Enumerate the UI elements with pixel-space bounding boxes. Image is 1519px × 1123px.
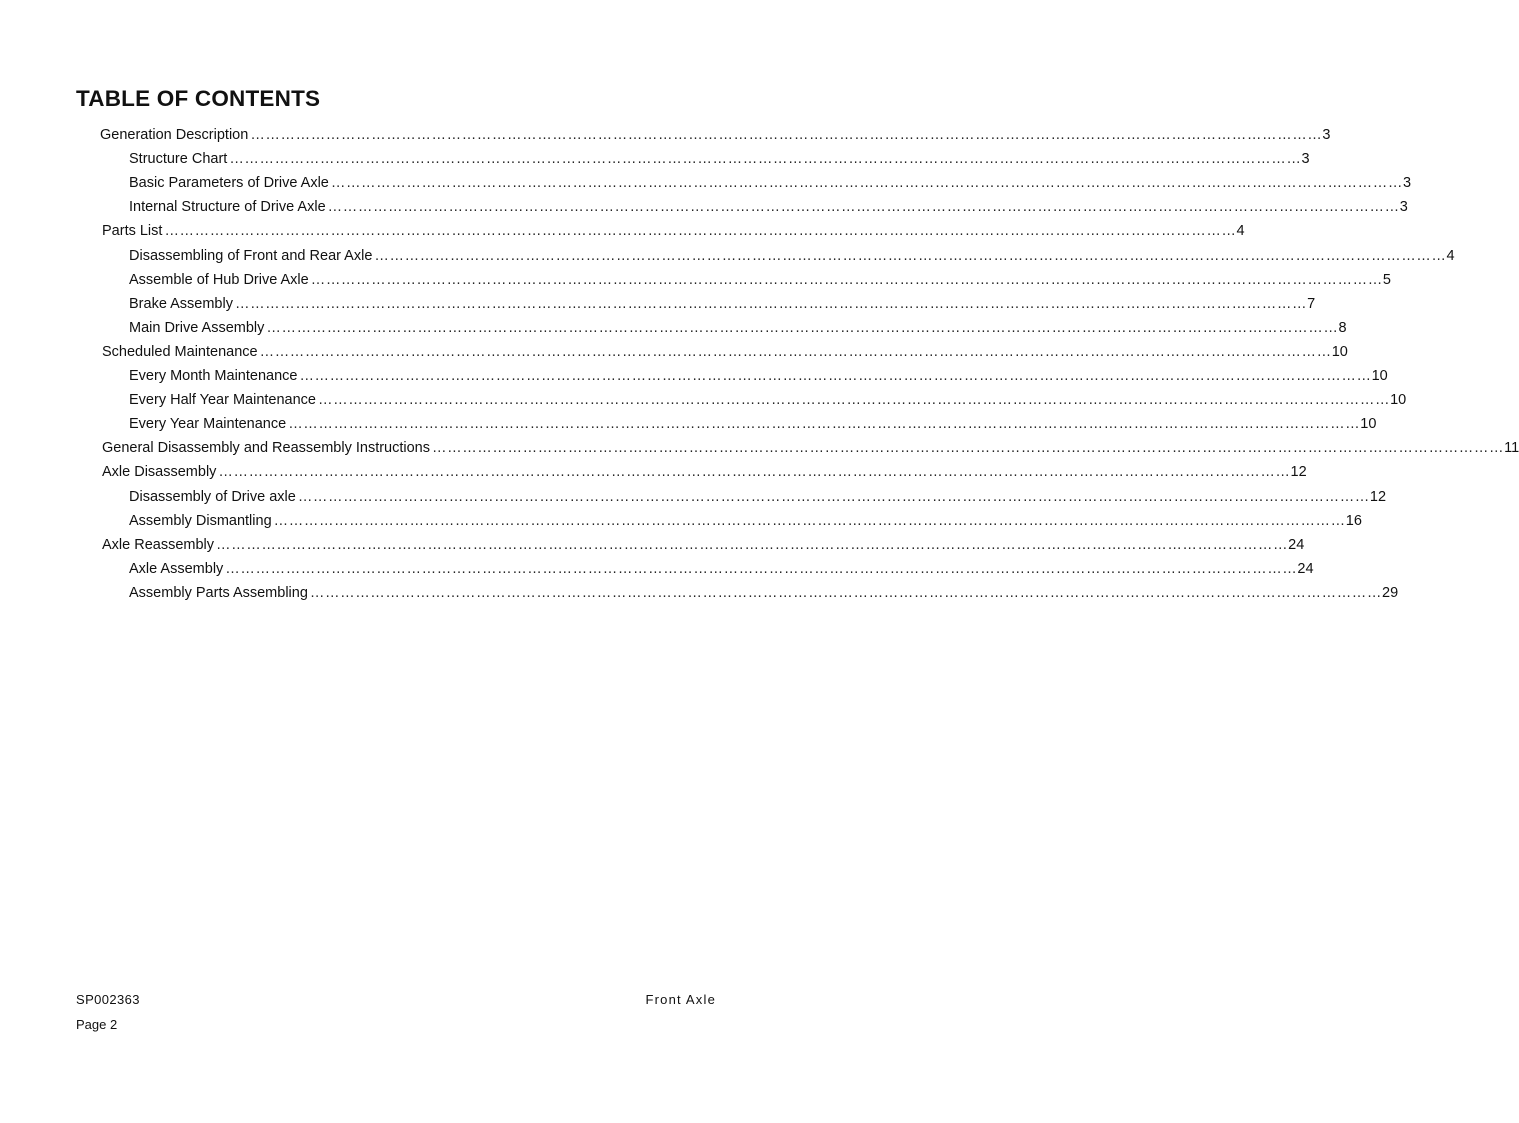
toc-entry[interactable]: [129, 582, 1399, 604]
document-code: SP002363: [76, 992, 140, 1007]
toc-entry-page-number: 8: [1338, 319, 1347, 336]
toc-entry[interactable]: [129, 148, 1310, 170]
toc-entry-page-number: 7: [1307, 295, 1316, 312]
toc-entry[interactable]: [102, 341, 1348, 363]
toc-dot-leader: ……………………………………………………………………………………………………………………………………………………………………………………………: [259, 343, 1332, 360]
toc-entry-page-number: 11: [1504, 440, 1519, 457]
toc-entry[interactable]: [129, 413, 1377, 435]
toc-entry-label: Structure Chart: [129, 151, 228, 168]
toc-dot-leader: ……………………………………………………………………………………………………………………………………………………………………………………………: [288, 416, 1361, 433]
toc-entry-page-number: 5: [1382, 271, 1391, 288]
toc-entry[interactable]: [129, 486, 1387, 508]
toc-entry-label: Assembly Parts Assembling: [129, 584, 308, 601]
toc-entry[interactable]: [100, 124, 1331, 146]
toc-dot-leader: ……………………………………………………………………………………………………………………………………………………………………………………………: [327, 199, 1400, 216]
toc-entry-page-number: 10: [1390, 392, 1407, 409]
toc-entry-label: Every Half Year Maintenance: [129, 392, 316, 409]
toc-entry-page-number: 16: [1345, 512, 1362, 529]
toc-dot-leader: ……………………………………………………………………………………………………………………………………………………………………………………………: [266, 319, 1339, 336]
toc-entry-label: General Disassembly and Reassembly Instructions: [102, 440, 430, 457]
toc-dot-leader: ……………………………………………………………………………………………………………………………………………………………………………………………: [229, 151, 1302, 168]
toc-entry-page-number: 3: [1402, 175, 1412, 192]
toc-dot-leader: ……………………………………………………………………………………………………………………………………………………………………………………………: [234, 295, 1308, 312]
toc-entry[interactable]: [102, 461, 1307, 483]
toc-entry[interactable]: [129, 389, 1407, 411]
toc-entry[interactable]: [129, 196, 1408, 218]
toc-dot-leader: ……………………………………………………………………………………………………………………………………………………………………………………………: [297, 488, 1370, 505]
toc-dot-leader: ……………………………………………………………………………………………………………………………………………………………………………………………: [250, 127, 1323, 143]
document-title: Front Axle: [645, 992, 716, 1007]
toc-entry-label: Every Month Maintenance: [129, 368, 298, 384]
toc-dot-leader: ……………………………………………………………………………………………………………………………………………………………………………………………: [216, 536, 1289, 553]
toc-entry-label: Axle Disassembly: [102, 464, 217, 481]
toc-entry[interactable]: [129, 558, 1314, 580]
toc-entry[interactable]: [102, 220, 1245, 242]
toc-entry-page-number: 3: [1301, 151, 1310, 168]
toc-entry-label: Assembly Dismantling: [129, 512, 272, 529]
toc-entry[interactable]: [129, 365, 1388, 387]
toc-entry-label: Basic Parameters of Drive Axle: [129, 175, 329, 192]
toc-entry[interactable]: [129, 245, 1455, 267]
toc-entry-page-number: 3: [1322, 127, 1331, 143]
toc-entry-page-number: 10: [1331, 343, 1348, 360]
toc-dot-leader: ……………………………………………………………………………………………………………………………………………………………………………………………: [330, 175, 1403, 192]
toc-entry-label: Main Drive Assembly: [129, 319, 265, 336]
toc-entry-page-number: 10: [1371, 368, 1388, 384]
toc-dot-leader: ……………………………………………………………………………………………………………………………………………………………………………………………: [374, 247, 1447, 264]
toc-entry-page-number: 12: [1290, 464, 1307, 481]
toc-entry-label: Disassembling of Front and Rear Axle: [129, 247, 373, 264]
toc-entry-page-number: 29: [1382, 584, 1399, 601]
toc-dot-leader: ……………………………………………………………………………………………………………………………………………………………………………………………: [432, 440, 1505, 457]
toc-dot-leader: ……………………………………………………………………………………………………………………………………………………………………………………………: [225, 560, 1298, 577]
toc-entry[interactable]: [102, 437, 1519, 459]
toc-entry-label: Internal Structure of Drive Axle: [129, 199, 326, 216]
toc-entry[interactable]: [129, 293, 1316, 315]
toc-dot-leader: ……………………………………………………………………………………………………………………………………………………………………………………………: [273, 512, 1346, 529]
toc-entry-label: Axle Assembly: [129, 560, 224, 577]
toc-entry[interactable]: [129, 317, 1347, 339]
toc-entry-page-number: 4: [1236, 223, 1245, 240]
toc-dot-leader: ……………………………………………………………………………………………………………………………………………………………………………………………: [310, 271, 1383, 288]
toc-entry-label: Every Year Maintenance: [129, 416, 287, 433]
toc-entry[interactable]: [129, 172, 1412, 194]
toc-entry-page-number: 10: [1360, 416, 1377, 433]
toc-entry[interactable]: [129, 269, 1391, 291]
toc-entry-label: Scheduled Maintenance: [102, 343, 258, 360]
toc-dot-leader: ……………………………………………………………………………………………………………………………………………………………………………………………: [309, 584, 1383, 601]
toc-dot-leader: ……………………………………………………………………………………………………………………………………………………………………………………………: [164, 223, 1237, 240]
page-number: Page 2: [76, 1017, 118, 1032]
toc-dot-leader: ……………………………………………………………………………………………………………………………………………………………………………………………: [299, 368, 1372, 384]
toc-entry-page-number: 24: [1297, 560, 1314, 577]
toc-entry-label: Axle Reassembly: [102, 536, 215, 553]
toc-entry-label: Brake Assembly: [129, 295, 233, 312]
toc-dot-leader: ……………………………………………………………………………………………………………………………………………………………………………………………: [318, 392, 1391, 409]
toc-entry[interactable]: [102, 534, 1305, 556]
toc-dot-leader: ……………………………………………………………………………………………………………………………………………………………………………………………: [218, 464, 1291, 481]
toc-entry-label: Assemble of Hub Drive Axle: [129, 271, 309, 288]
toc-entry-label: Generation Description: [100, 127, 249, 143]
toc-entry-label: Parts List: [102, 223, 163, 240]
toc-entry-page-number: 12: [1369, 488, 1387, 505]
toc-entry-page-number: 3: [1399, 199, 1408, 216]
toc-entry-label: Disassembly of Drive axle: [129, 488, 296, 505]
toc-entry-page-number: 24: [1288, 536, 1305, 553]
toc-entry-page-number: 4: [1446, 247, 1455, 264]
page-title: TABLE OF CONTENTS: [76, 86, 321, 111]
toc-entry[interactable]: [129, 510, 1362, 532]
